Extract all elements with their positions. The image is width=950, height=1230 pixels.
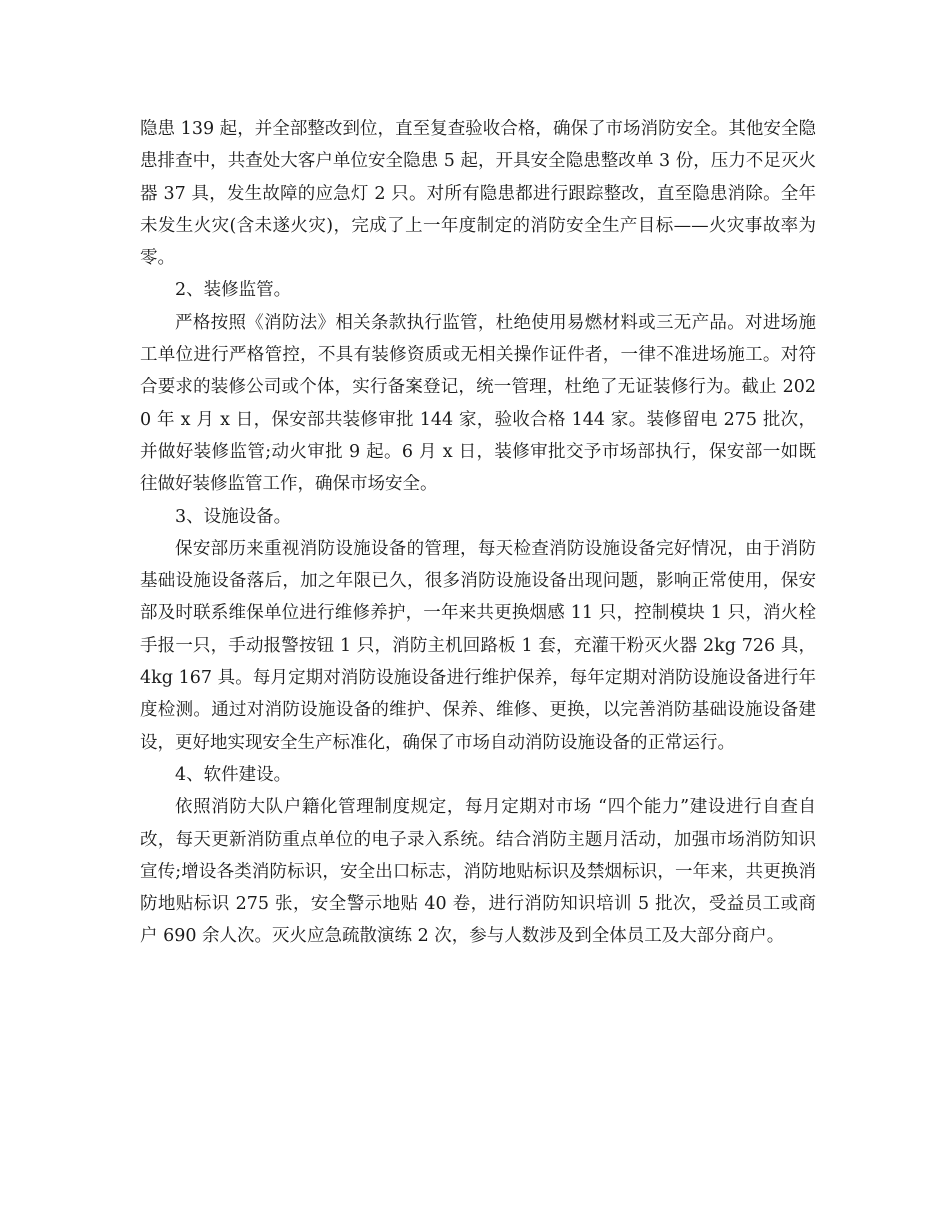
paragraph-software: 依照消防大队户籍化管理制度规定，每月定期对市场 “四个能力”建设进行自查自改，每天更新消防重点单位的电子录入系统。结合消防主题月活动，加强市场消防知识宣传;增设各类消防标识，安全出口标志，消防地贴标识及禁烟标识，一年来，共更换消防地贴标识 275 张，安全警示地贴 40 卷，进行消防知识培训 5 批次，受益员工或商户 690 余人次。灭火应急疏散演练 2 次，参与人数涉及到全体员工及大部分商户。: [140, 797, 816, 947]
document-page: [140, 113, 816, 953]
paragraph-facilities: 保安部历来重视消防设施设备的管理，每天检查消防设施设备完好情况，由于消防基础设施设备落后，加之年限已久，很多消防设施设备出现问题，影响正常使用，保安部及时联系维保单位进行维修养护，一年来共更换烟感 11 只，控制模块 1 只，消火栓手报一只，手动报警按钮 1 只，消防主机回路板 1 套，充灌干粉灭火器 2kg 726 具，4kg 167 具。每月定期对消防设施设备进行维护保养，每年定期对消防设施设备进行年度检测。通过对消防设施设备的维护、保养、维修、更换，以完善消防基础设施设备建设，更好地实现安全生产标准化，确保了市场自动消防设施设备的正常运行。: [140, 538, 816, 753]
section-heading-software: 4、软件建设。: [175, 764, 292, 785]
section-heading-facilities: 3、设施设备。: [175, 506, 292, 527]
section-heading-renovation: 2、装修监管。: [175, 280, 292, 301]
paragraph-renovation: 严格按照《消防法》相关条款执行监管，杜绝使用易燃材料或三无产品。对进场施工单位进行严格管控，不具有装修资质或无相关操作证件者，一律不准进场施工。对符合要求的装修公司或个体，实行备案登记，统一管理，杜绝了无证装修行为。截止 2020 年 x 月 x 日，保安部共装修审批 144 家，验收合格 144 家。装修留电 275 批次，并做好装修监管;动火审批 9 起。6 月 x 日，装修审批交予市场部执行，保安部一如既往做好装修监管工作，确保市场安全。: [140, 312, 816, 495]
paragraph-hazard-summary: 隐患 139 起，并全部整改到位，直至复查验收合格，确保了市场消防安全。其他安全隐患排查中，共查处大客户单位安全隐患 5 起，开具安全隐患整改单 3 份，压力不足灭火器 37 具，发生故障的应急灯 2 只。对所有隐患都进行跟踪整改，直至隐患消除。全年未发生火灾(含未遂火灾)，完成了上一年度制定的消防安全生产目标——火灾事故率为零。: [140, 119, 816, 269]
